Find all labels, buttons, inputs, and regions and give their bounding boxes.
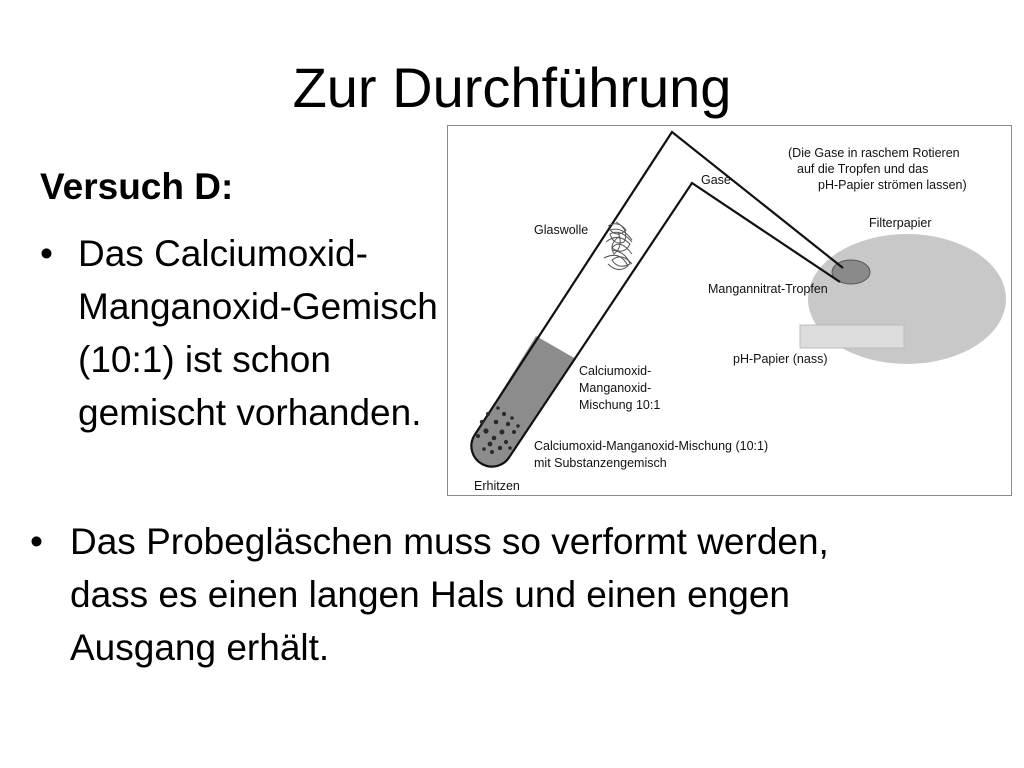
apparatus-diagram <box>447 125 1012 496</box>
heating-label: Erhitzen <box>474 479 520 493</box>
mixture-label-line-1: Calciumoxid- <box>579 364 652 378</box>
note-line-1: (Die Gase in raschem Rotieren <box>788 146 960 160</box>
filter-paper-label: Filterpapier <box>869 216 932 230</box>
substance-label-line-1: Calciumoxid-Manganoxid-Mischung (10:1) <box>534 439 769 453</box>
mixture-label-line-2: Manganoxid- <box>579 381 652 395</box>
bullet-item <box>30 515 910 674</box>
bullet-point-icon: • <box>40 233 53 274</box>
note-line-3: pH-Papier strömen lassen) <box>818 178 967 192</box>
bullet-text: Das Probegläschen muss so verformt werden, dass es einen langen Hals und einen engen Ausgang erhält. <box>70 521 829 668</box>
substance-label-line-2: mit Substanzengemisch <box>534 456 667 470</box>
drop-label: Mangannitrat-Tropfen <box>708 282 828 296</box>
mixture-label-line-3: Mischung 10:1 <box>579 398 661 412</box>
note-line-2: auf die Tropfen und das <box>797 162 929 176</box>
experiment-heading: Versuch D: <box>40 166 234 207</box>
ph-paper-label: pH-Papier (nass) <box>733 352 828 366</box>
bullet-point-icon: • <box>30 521 43 562</box>
glass-wool-label: Glaswolle <box>534 223 589 237</box>
bullet-item <box>40 227 438 439</box>
gas-label: Gase <box>701 173 731 187</box>
bullet-text: Das Calciumoxid-Manganoxid-Gemisch (10:1) ist schon gemischt vorhanden. <box>78 233 438 433</box>
slide-title: Zur Durchführung <box>292 56 732 119</box>
ph-paper-strip <box>800 325 904 348</box>
